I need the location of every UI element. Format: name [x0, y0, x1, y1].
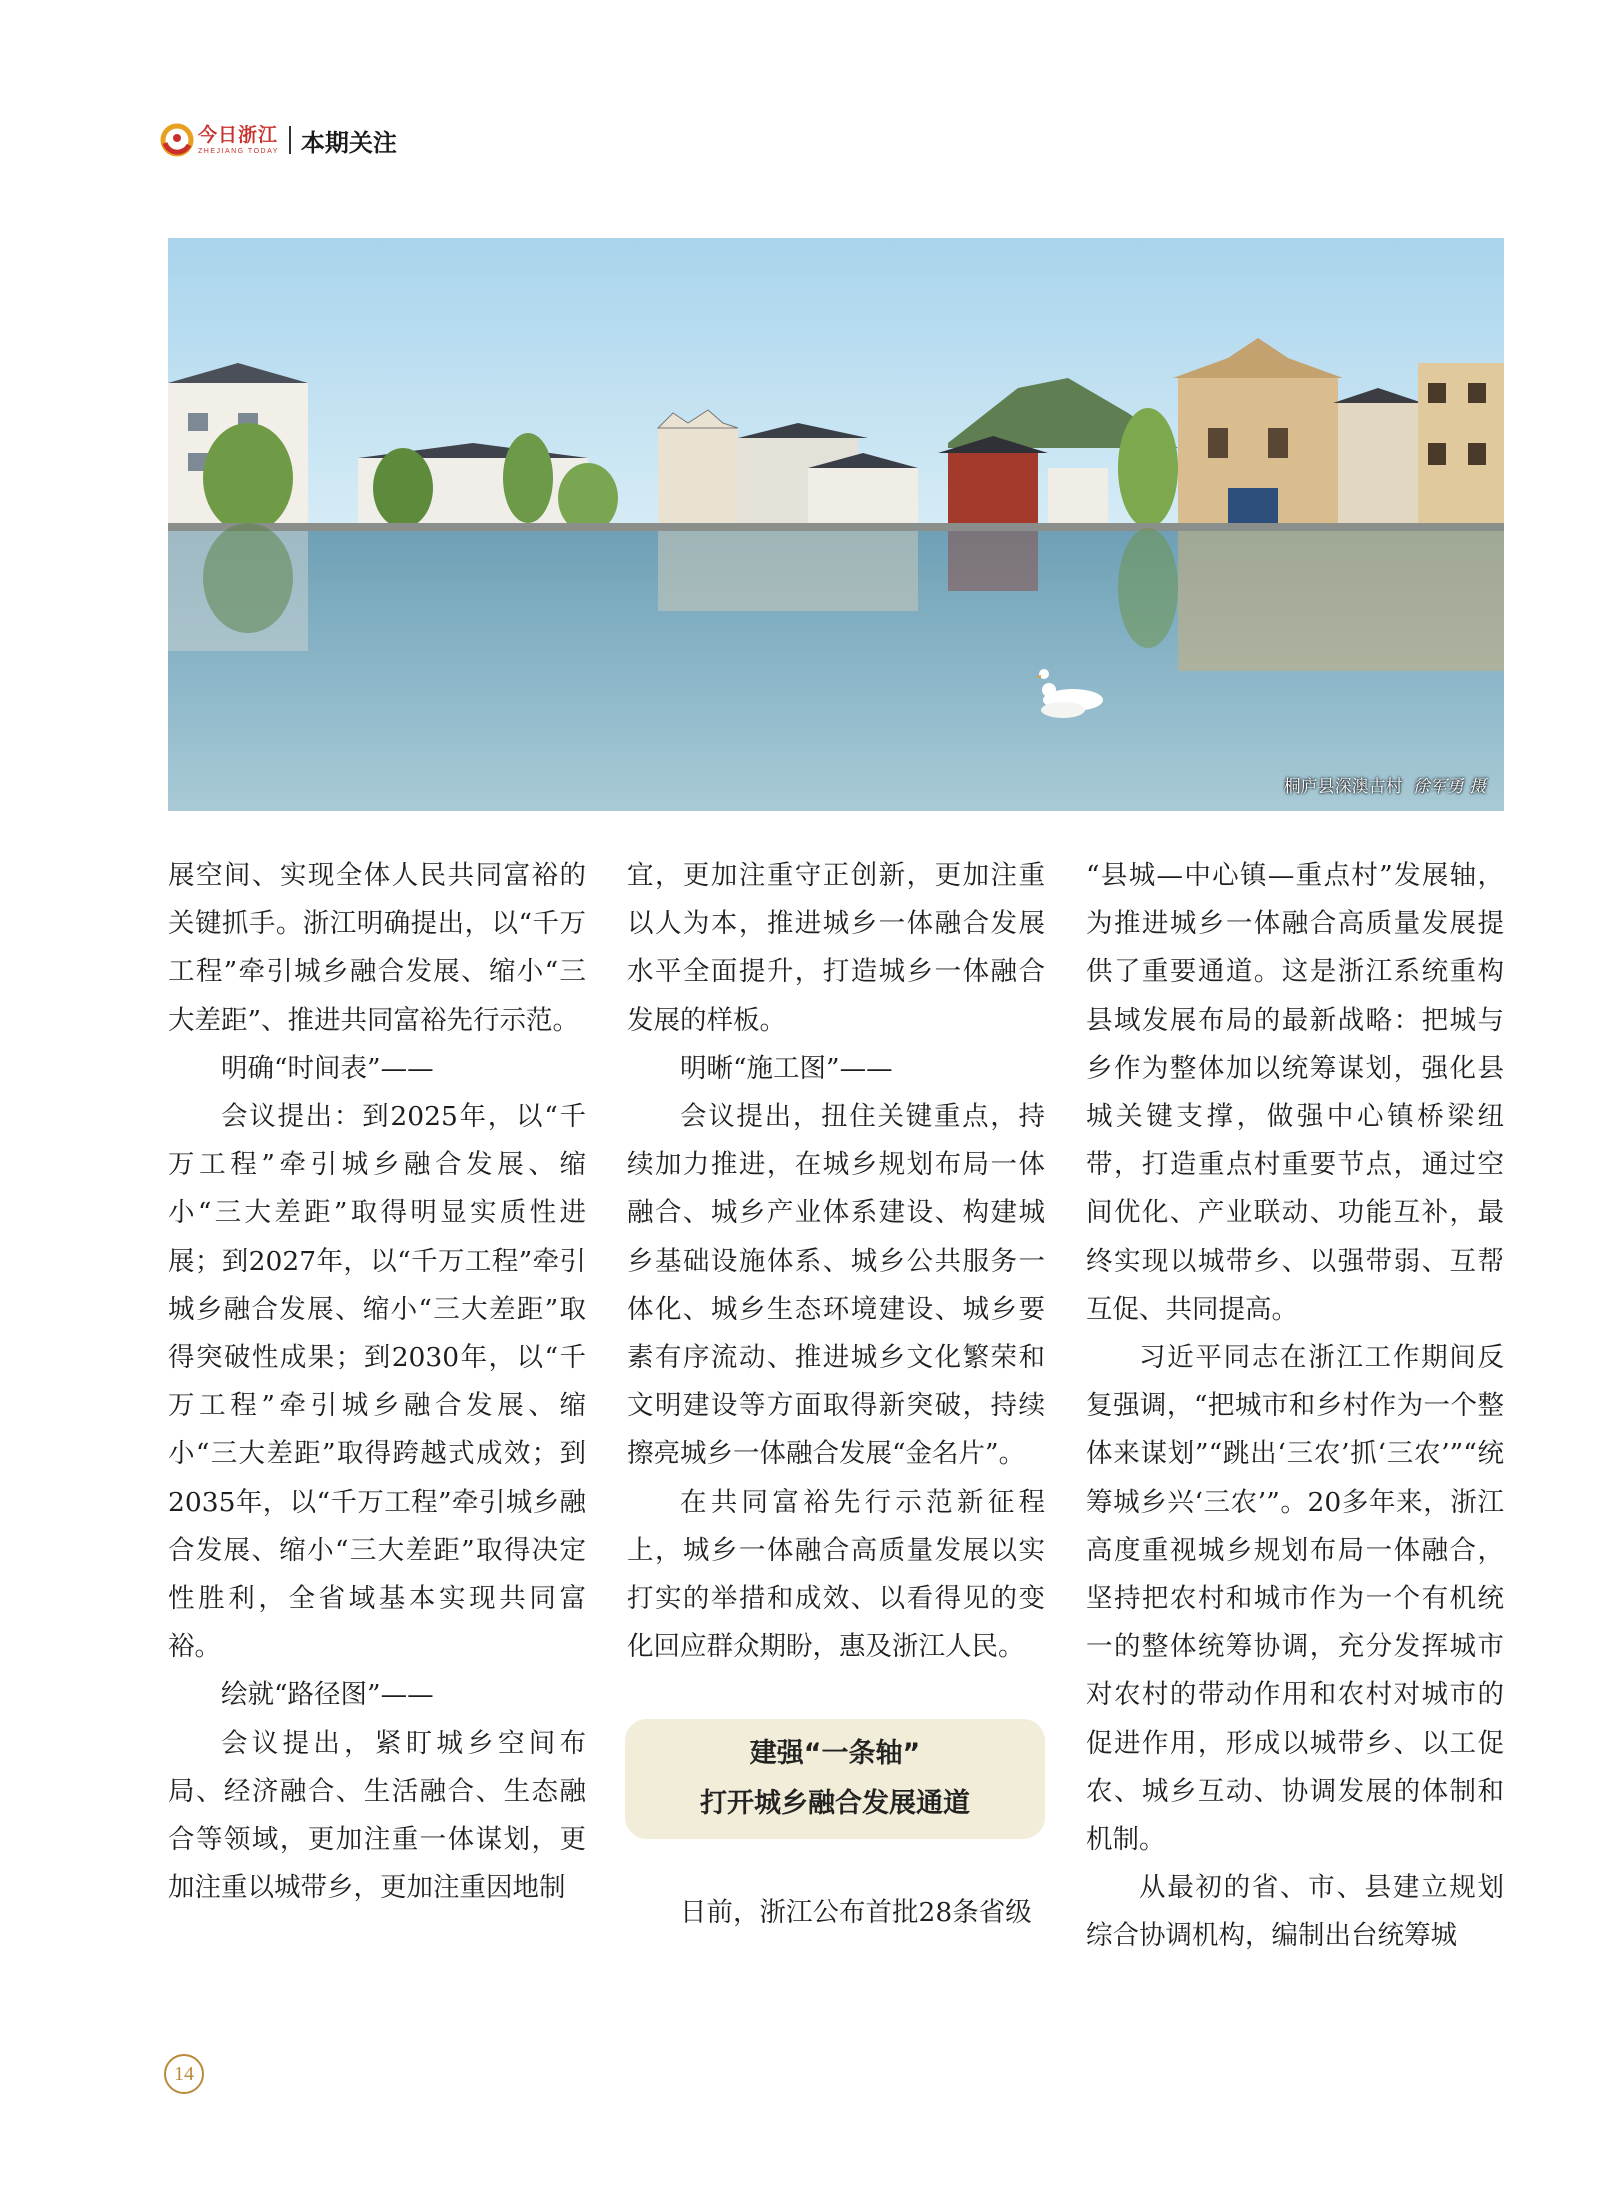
- paragraph: 会议提出，扭住关键重点，持续加力推进，在城乡规划布局一体融合、城乡产业体系建设、构建城乡基础设施体系、城乡公共服务一体化、城乡生态环境建设、城乡要素有序流动、推进城乡文化繁荣和文明建设等方面取得新突破，持续擦亮城乡一体融合发展“金名片”。: [627, 1101, 1045, 1470]
- logo-subtitle: ZHEJIANG TODAY: [198, 147, 279, 155]
- header-divider: [289, 126, 291, 154]
- subheading-roadmap: 绘就“路径图”——: [221, 1679, 434, 1711]
- subheading-blueprint: 明晰“施工图”——: [680, 1052, 893, 1084]
- subheading-timetable: 明确“时间表”——: [221, 1052, 434, 1084]
- paragraph: 在共同富裕先行示范新征程上，城乡一体融合高质量发展以实打实的举措和成效、以看得见的变化回应群众期盼，惠及浙江人民。: [627, 1486, 1045, 1663]
- section-heading-line1: 建强“一条轴”: [749, 1738, 921, 1770]
- article-column-3: [1086, 852, 1504, 1961]
- caption-place: 桐庐县深澳古村: [1283, 777, 1403, 797]
- village-photo: [168, 238, 1504, 811]
- logo-title: 今日浙江: [198, 123, 279, 146]
- section-title: 本期关注: [300, 128, 397, 157]
- section-heading-box: [625, 1719, 1045, 1839]
- photo-illustration: [168, 238, 1504, 811]
- page-number: 14: [164, 2054, 204, 2094]
- paragraph: 从最初的省、市、县建立规划综合协调机构，编制出台统筹城: [1086, 1872, 1504, 1952]
- magazine-logo-icon: [160, 123, 194, 157]
- article-column-1: [168, 852, 586, 1912]
- paragraph: 日前，浙江公布首批28条省级: [680, 1897, 1032, 1929]
- photo-caption: [1284, 772, 1486, 797]
- section-heading-line2: 打开城乡融合发展通道: [700, 1788, 970, 1820]
- magazine-header: [160, 122, 397, 158]
- paragraph: 宜，更加注重守正创新，更加注重以人为本，推进城乡一体融合发展水平全面提升，打造城乡一体融合发展的样板。: [627, 860, 1045, 1036]
- logo-text: [198, 123, 279, 155]
- paragraph: 会议提出，紧盯城乡空间布局、经济融合、生活融合、生态融合等领域，更加注重一体谋划，更加注重以城带乡，更加注重因地制: [168, 1727, 586, 1904]
- paragraph: 习近平同志在浙江工作期间反复强调，“把城市和乡村作为一个整体来谋划”“跳出‘三农’抓‘三农’”“统筹城乡兴‘三农’”。20多年来，浙江高度重视城乡规划布局一体融合，坚持把农村和城市作为一个有机统一的整体统筹协调，充分发挥城市对农村的带动作用和农村对城市的促进作用，形成以城带乡、以工促农、城乡互动、协调发展的体制和机制。: [1086, 1342, 1504, 1856]
- paragraph: “县城—中心镇—重点村”发展轴，为推进城乡一体融合高质量发展提供了重要通道。这是浙江系统重构县域发展布局的最新战略：把城与乡作为整体加以统筹谋划，强化县城关键支撑，做强中心镇桥梁纽带，打造重点村重要节点，通过空间优化、产业联动、功能互补，最终实现以城带乡、以强带弱、互帮互促、共同提高。: [1086, 860, 1504, 1325]
- paragraph: 会议提出：到2025年，以“千万工程”牵引城乡融合发展、缩小“三大差距”取得明显实质性进展；到2027年，以“千万工程”牵引城乡融合发展、缩小“三大差距”取得突破性成果；到2030年，以“千万工程”牵引城乡融合发展、缩小“三大差距”取得跨越式成效；到2035年，以“千万工程”牵引城乡融合发展、缩小“三大差距”取得决定性胜利，全省域基本实现共同富裕。: [168, 1101, 586, 1663]
- caption-credit: 徐军勇 摄: [1412, 777, 1486, 797]
- paragraph: 展空间、实现全体人民共同富裕的关键抓手。浙江明确提出，以“千万工程”牵引城乡融合发展、缩小“三大差距”、推进共同富裕先行示范。: [168, 860, 586, 1036]
- article-column-2: [627, 852, 1045, 1938]
